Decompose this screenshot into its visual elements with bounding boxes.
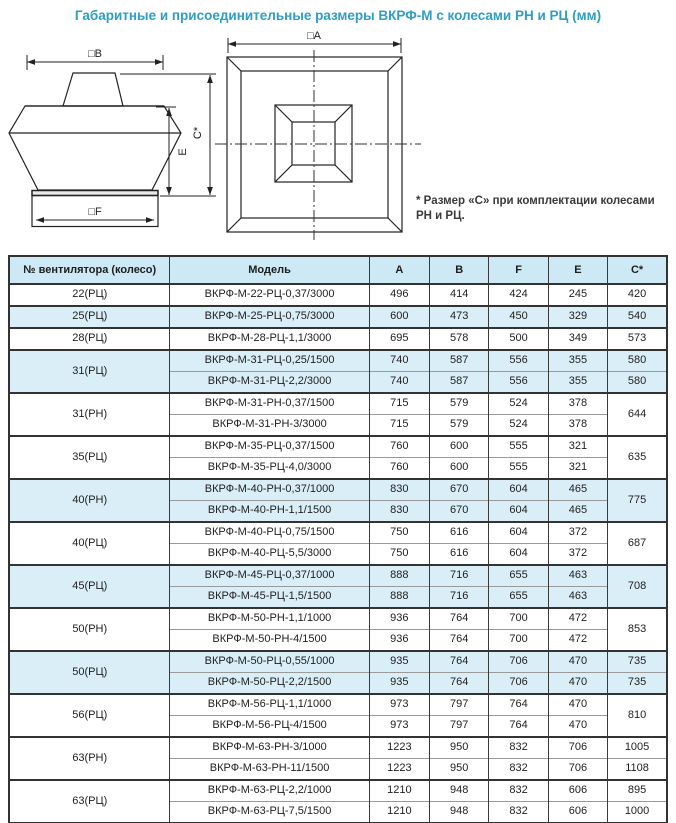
dim-e-cell: 463 — [548, 587, 607, 609]
dim-e-cell: 378 — [548, 393, 607, 415]
dim-e-cell: 372 — [548, 544, 607, 566]
dim-e-cell: 706 — [548, 737, 607, 759]
dim-label-a: □A — [307, 30, 321, 42]
dim-e-cell: 321 — [548, 436, 607, 458]
dim-a-cell: 936 — [369, 608, 429, 630]
dim-a-cell: 750 — [369, 522, 429, 544]
footnote — [416, 194, 666, 224]
fan-number-cell: 40(РН) — [9, 479, 170, 522]
dim-e-cell: 355 — [548, 350, 607, 372]
dim-f-cell: 604 — [489, 522, 548, 544]
dim-a-cell: 760 — [369, 458, 429, 480]
dim-c-cell: 853 — [608, 608, 667, 651]
fan-body-outline — [9, 106, 181, 190]
fan-number-cell: 28(РЦ) — [9, 328, 170, 350]
model-cell: ВКРФ-М-31-РЦ-0,25/1500 — [170, 350, 369, 372]
model-cell: ВКРФ-М-40-РН-0,37/1000 — [170, 479, 369, 501]
dim-b-cell: 948 — [430, 802, 489, 823]
model-cell: ВКРФ-М-31-РЦ-2,2/3000 — [170, 372, 369, 394]
col-header-b: B — [430, 256, 489, 284]
col-header-fan-number: № вентилятора (колесо) — [9, 256, 170, 284]
dim-c-cell: 708 — [608, 565, 667, 608]
dim-a-cell: 935 — [369, 651, 429, 673]
col-header-c: C* — [608, 256, 667, 284]
dim-b-cell: 716 — [430, 587, 489, 609]
dim-c-cell: 687 — [608, 522, 667, 565]
model-cell: ВКРФ-М-63-РН-11/1500 — [170, 759, 369, 781]
dimension-drawings — [0, 28, 676, 252]
dim-f-cell: 700 — [489, 630, 548, 652]
model-cell: ВКРФ-М-56-РЦ-1,1/1000 — [170, 694, 369, 716]
dim-b-cell: 670 — [430, 501, 489, 523]
dim-e-cell: 378 — [548, 415, 607, 437]
housing-corner-line — [227, 218, 241, 232]
dim-f-cell: 655 — [489, 565, 548, 587]
dim-a-cell: 1210 — [369, 802, 429, 823]
model-cell: ВКРФ-М-28-РЦ-1,1/3000 — [170, 328, 369, 350]
model-cell: ВКРФ-М-31-РН-0,37/1500 — [170, 393, 369, 415]
dim-a-cell: 1223 — [369, 759, 429, 781]
col-header-a: A — [369, 256, 429, 284]
model-cell: ВКРФ-М-50-РН-4/1500 — [170, 630, 369, 652]
col-header-model: Модель — [170, 256, 369, 284]
dim-a-cell: 936 — [369, 630, 429, 652]
table-row — [9, 306, 667, 328]
dim-f-cell: 604 — [489, 479, 548, 501]
dim-a-cell: 760 — [369, 436, 429, 458]
dim-f-cell: 524 — [489, 393, 548, 415]
model-cell: ВКРФ-М-45-РЦ-1,5/1500 — [170, 587, 369, 609]
dim-label-f: □F — [88, 206, 102, 218]
top-view-centerlines — [215, 50, 421, 240]
dim-e-cell: 355 — [548, 372, 607, 394]
dim-a-cell: 750 — [369, 544, 429, 566]
dim-b-cell: 579 — [430, 415, 489, 437]
fan-number-cell: 25(РЦ) — [9, 306, 170, 328]
col-header-e: E — [548, 256, 607, 284]
dim-b-cell: 764 — [430, 608, 489, 630]
dim-f-cell: 556 — [489, 350, 548, 372]
dim-b-cell: 797 — [430, 716, 489, 738]
table-row — [9, 522, 667, 544]
dim-b-cell: 950 — [430, 759, 489, 781]
dim-c-cell: 580 — [608, 350, 667, 372]
dim-c-cell: 810 — [608, 694, 667, 737]
dim-label-b: □B — [88, 48, 102, 60]
col-header-f: F — [489, 256, 548, 284]
table-row — [9, 737, 667, 759]
dim-a-cell: 600 — [369, 306, 429, 328]
dim-b-cell: 587 — [430, 350, 489, 372]
dim-f-cell: 604 — [489, 501, 548, 523]
table-row — [9, 284, 667, 306]
fan-number-cell: 45(РЦ) — [9, 565, 170, 608]
dim-label-e: E — [177, 148, 189, 156]
table-header-row — [9, 256, 667, 284]
table-row — [9, 565, 667, 587]
fan-number-cell: 50(РН) — [9, 608, 170, 651]
dim-b-cell: 950 — [430, 737, 489, 759]
dim-f-cell: 700 — [489, 608, 548, 630]
dim-b-cell: 578 — [430, 328, 489, 350]
dim-e-cell: 606 — [548, 780, 607, 802]
dim-c-cell: 735 — [608, 651, 667, 673]
dim-f-cell: 655 — [489, 587, 548, 609]
dim-a-cell: 496 — [369, 284, 429, 306]
dim-e-cell: 465 — [548, 479, 607, 501]
housing-corner-line — [388, 57, 402, 71]
dim-e-cell: 470 — [548, 716, 607, 738]
dim-f-cell: 832 — [489, 780, 548, 802]
dim-b-cell: 616 — [430, 544, 489, 566]
table-row — [9, 694, 667, 716]
dim-e-cell: 706 — [548, 759, 607, 781]
model-cell: ВКРФ-М-50-РН-1,1/1000 — [170, 608, 369, 630]
dim-b-cell: 587 — [430, 372, 489, 394]
model-cell: ВКРФ-М-63-РЦ-2,2/1000 — [170, 780, 369, 802]
dim-a-cell: 830 — [369, 501, 429, 523]
dim-f-cell: 524 — [489, 415, 548, 437]
dim-e-cell: 470 — [548, 673, 607, 695]
dim-b-cell: 616 — [430, 522, 489, 544]
page-title: Габаритные и присоединительные размеры ВКРФ-М с колесами РН и РЦ (мм) — [74, 8, 602, 23]
dim-e-cell: 472 — [548, 630, 607, 652]
dim-c-cell: 1005 — [608, 737, 667, 759]
dim-c-cell: 775 — [608, 479, 667, 522]
fan-number-cell: 63(РЦ) — [9, 780, 170, 823]
model-cell: ВКРФ-М-40-РЦ-5,5/3000 — [170, 544, 369, 566]
model-cell: ВКРФ-М-35-РЦ-0,37/1500 — [170, 436, 369, 458]
dim-e-cell: 245 — [548, 284, 607, 306]
table-row — [9, 436, 667, 458]
model-cell: ВКРФ-М-22-РЦ-0,37/3000 — [170, 284, 369, 306]
dim-c-cell: 895 — [608, 780, 667, 802]
dim-a-cell: 695 — [369, 328, 429, 350]
dim-f-cell: 424 — [489, 284, 548, 306]
dim-e-cell: 606 — [548, 802, 607, 823]
model-cell: ВКРФ-М-63-РЦ-7,5/1500 — [170, 802, 369, 823]
dim-a-cell: 830 — [369, 479, 429, 501]
dim-label-c: C* — [192, 126, 204, 140]
housing-corner-line — [227, 57, 241, 71]
opening-corner-line — [275, 105, 292, 122]
table-row — [9, 350, 667, 372]
opening-corner-line — [335, 105, 352, 122]
dim-c-cell: 1000 — [608, 802, 667, 823]
opening-corner-line — [275, 165, 292, 182]
dim-a-cell: 740 — [369, 372, 429, 394]
dim-f-cell: 555 — [489, 458, 548, 480]
dim-f-cell: 450 — [489, 306, 548, 328]
fan-number-cell: 22(РЦ) — [9, 284, 170, 306]
fan-number-cell: 56(РЦ) — [9, 694, 170, 737]
dim-e-cell: 463 — [548, 565, 607, 587]
dim-a-cell: 888 — [369, 587, 429, 609]
size-table-body — [9, 284, 667, 823]
dim-b-cell: 797 — [430, 694, 489, 716]
model-cell: ВКРФ-М-35-РЦ-4,0/3000 — [170, 458, 369, 480]
dim-c-cell: 1108 — [608, 759, 667, 781]
dim-c-cell: 635 — [608, 436, 667, 479]
dim-c-cell: 573 — [608, 328, 667, 350]
dim-f-cell: 832 — [489, 802, 548, 823]
fan-number-cell: 40(РЦ) — [9, 522, 170, 565]
fan-number-cell: 31(РЦ) — [9, 350, 170, 393]
side-view — [9, 73, 181, 227]
dim-b-cell: 948 — [430, 780, 489, 802]
dim-e-cell: 470 — [548, 651, 607, 673]
dim-f-cell: 832 — [489, 737, 548, 759]
model-cell: ВКРФ-М-45-РЦ-0,37/1000 — [170, 565, 369, 587]
model-cell: ВКРФ-М-56-РЦ-4/1500 — [170, 716, 369, 738]
dim-e-cell: 470 — [548, 694, 607, 716]
dim-a-cell: 715 — [369, 393, 429, 415]
dim-e-cell: 472 — [548, 608, 607, 630]
dim-f-cell: 706 — [489, 651, 548, 673]
dim-e-cell: 321 — [548, 458, 607, 480]
dim-c-cell: 540 — [608, 306, 667, 328]
model-cell: ВКРФ-М-50-РЦ-0,55/1000 — [170, 651, 369, 673]
model-cell: ВКРФ-М-63-РН-3/1000 — [170, 737, 369, 759]
dim-a-cell: 740 — [369, 350, 429, 372]
dim-c-cell: 420 — [608, 284, 667, 306]
footnote-line-2: РН и РЦ. — [416, 210, 465, 222]
dim-c-cell: 580 — [608, 372, 667, 394]
table-row — [9, 393, 667, 415]
dim-e-cell: 372 — [548, 522, 607, 544]
fan-number-cell: 31(РН) — [9, 393, 170, 436]
model-cell: ВКРФ-М-40-РЦ-0,75/1500 — [170, 522, 369, 544]
dim-e-cell: 329 — [548, 306, 607, 328]
dim-f-cell: 555 — [489, 436, 548, 458]
dim-e-cell: 349 — [548, 328, 607, 350]
fan-flange — [32, 191, 158, 196]
dim-a-cell: 1223 — [369, 737, 429, 759]
dim-a-cell: 973 — [369, 716, 429, 738]
dim-b-cell: 716 — [430, 565, 489, 587]
dim-c-cell: 735 — [608, 673, 667, 695]
dim-f-cell: 764 — [489, 694, 548, 716]
model-cell: ВКРФ-М-31-РН-3/3000 — [170, 415, 369, 437]
dim-a-cell: 935 — [369, 673, 429, 695]
model-cell: ВКРФ-М-50-РЦ-2,2/1500 — [170, 673, 369, 695]
dim-b-cell: 670 — [430, 479, 489, 501]
dim-a-cell: 1210 — [369, 780, 429, 802]
table-row — [9, 651, 667, 673]
footnote-line-1: * Размер «С» при комплектации колесами — [416, 195, 655, 207]
model-cell: ВКРФ-М-40-РН-1,1/1500 — [170, 501, 369, 523]
dim-f-cell: 500 — [489, 328, 548, 350]
dim-b-cell: 764 — [430, 651, 489, 673]
dim-a-cell: 888 — [369, 565, 429, 587]
dim-c-cell: 644 — [608, 393, 667, 436]
table-row — [9, 780, 667, 802]
fan-number-cell: 63(РН) — [9, 737, 170, 780]
dim-b-cell: 579 — [430, 393, 489, 415]
fan-number-cell: 35(РЦ) — [9, 436, 170, 479]
dim-f-cell: 706 — [489, 673, 548, 695]
dim-b-cell: 414 — [430, 284, 489, 306]
dimensions-table — [8, 255, 668, 823]
dim-f-cell: 556 — [489, 372, 548, 394]
table-row — [9, 328, 667, 350]
dim-b-cell: 764 — [430, 673, 489, 695]
dim-f-cell: 604 — [489, 544, 548, 566]
model-cell: ВКРФ-М-25-РЦ-0,75/3000 — [170, 306, 369, 328]
dim-f-cell: 764 — [489, 716, 548, 738]
dim-a-cell: 973 — [369, 694, 429, 716]
fan-number-cell: 50(РЦ) — [9, 651, 170, 694]
housing-corner-line — [388, 218, 402, 232]
opening-corner-line — [335, 165, 352, 182]
dim-f-cell: 832 — [489, 759, 548, 781]
dim-a-cell: 715 — [369, 415, 429, 437]
fan-cap-outline — [63, 73, 123, 106]
dim-b-cell: 600 — [430, 458, 489, 480]
table-row — [9, 608, 667, 630]
dim-b-cell: 600 — [430, 436, 489, 458]
dim-b-cell: 473 — [430, 306, 489, 328]
dim-e-cell: 465 — [548, 501, 607, 523]
table-row — [9, 479, 667, 501]
dim-b-cell: 764 — [430, 630, 489, 652]
